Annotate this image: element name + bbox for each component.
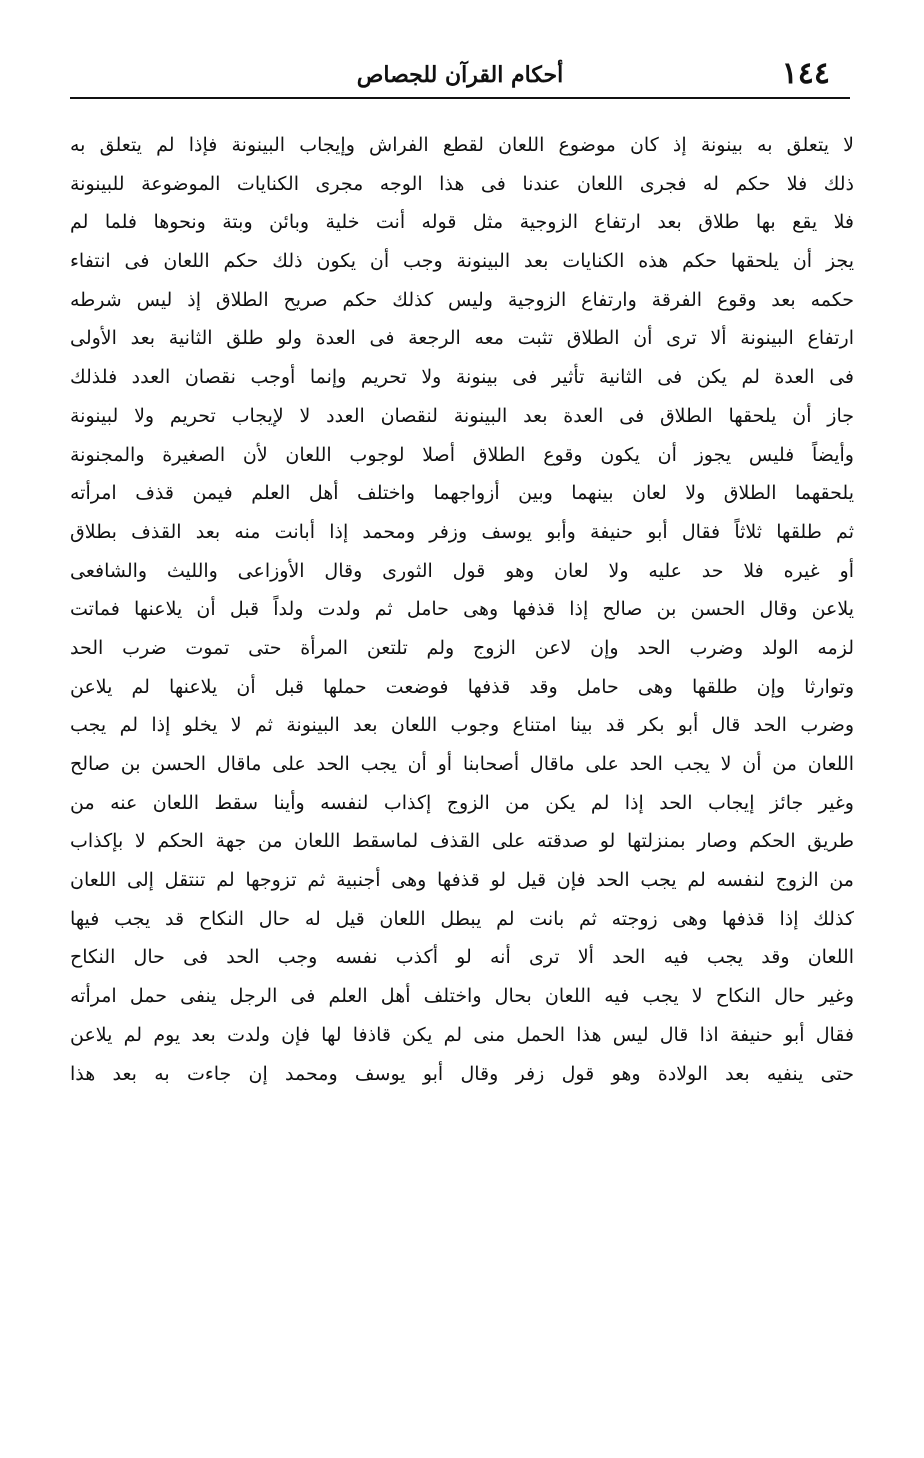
text-line: وغير جائز إيجاب الحد إذا لم يكن من الزوج إكذاب لنفسه وأينا سقط اللعان عنه من (70, 791, 854, 814)
text-line: ارتفاع البينونة ألا ترى أن الطلاق تثبت معه الرجعة فى العدة ولو طلق الثانية بعد الأولى (70, 327, 854, 350)
text-line: حكمه بعد وقوع الفرقة وارتفاع الزوجية وليس كذلك حكم صريح الطلاق إذ ليس شرطه (70, 288, 854, 311)
text-line: وضرب الحد قال أبو بكر قد بينا امتناع وجوب اللعان بعد البينونة ثم لا يخلو إذا لم يجب (70, 714, 854, 737)
text-line: يجز أن يلحقها حكم هذه الكنايات بعد البينونة وجب أن يكون ذلك حكم اللعان فى انتفاء (70, 250, 854, 273)
text-line: كذلك إذا قذفها وهى زوجته ثم بانت لم يبطل اللعان قيل له حال النكاح قد يجب فيها (70, 907, 854, 930)
text-line: فلا يقع بها طلاق بعد ارتفاع الزوجية مثل قوله أنت خلية وبائن وبتة ونحوها فلما لم (70, 211, 854, 234)
text-line: يلحقهما الطلاق ولا لعان بينهما وبين أزواجهما واختلف أهل العلم فيمن قذف امرأته (70, 482, 854, 505)
text-line: يلاعن وقال الحسن بن صالح إذا قذفها وهى حامل ثم ولدت ولداً قبل أن يلاعنها فماتت (70, 598, 854, 621)
text-line: وأيضاً فليس يجوز أن يكون وقوع الطلاق أصلا لوجوب اللعان لأن الصغيرة والمجنونة (70, 443, 854, 466)
text-line: طريق الحكم وصار بمنزلتها لو صدقته على القذف لماسقط اللعان من جهة الحكم لا بإكذاب (70, 830, 854, 853)
header-rule (70, 97, 850, 99)
text-line: فى العدة لم يكن فى الثانية تأثير فى بينونة ولا تحريم وإنما أوجب نقصان العدد فلذلك (70, 366, 854, 389)
text-line: ثم طلقها ثلاثاً فقال أبو حنيفة وأبو يوسف وزفر ومحمد إذا أبانت منه بعد القذف بطلاق (70, 520, 854, 543)
page-number: ١٤٤ (781, 56, 830, 91)
text-line: لزمه الولد وضرب الحد وإن لاعن الزوج ولم تلتعن المرأة حتى تموت ضرب الحد (70, 636, 854, 659)
text-line: وتوارثا وإن طلقها وهى حامل وقد قذفها فوضعت حملها قبل أن يلاعنها لم يلاعن (70, 675, 854, 698)
text-line: فقال أبو حنيفة اذا قال ليس هذا الحمل منى لم يكن قاذفا لها فإن ولدت بعد يوم لم يلاعن (70, 1023, 854, 1046)
book-title: أحكام القرآن للجصاص (356, 62, 564, 88)
text-line: جاز أن يلحقها الطلاق فى العدة بعد البينونة لنقصان العدد لا لإيجاب تحريم ولا لبينونة (70, 404, 854, 427)
text-line: اللعان من أن لا يجب الحد على ماقال أصحابنا أو أن يجب الحد على ماقال الحسن بن صالح (70, 753, 854, 775)
text-line: حتى ينفيه بعد الولادة وهو قول زفر وقال أبو يوسف ومحمد إن جاءت به بعد هذا (70, 1062, 854, 1085)
text-line: ذلك فلا حكم له فجرى اللعان عندنا فى هذا الوجه مجرى الكنايات الموضوعة للبينونة (70, 172, 854, 195)
text-line: أو غيره فلا حد عليه ولا لعان وهو قول الثورى وقال الأوزاعى والليث والشافعى (70, 559, 854, 582)
text-line: وغير حال النكاح لا يجب فيه اللعان بحال واختلف أهل العلم فى الرجل ينفى حمل امرأته (70, 985, 854, 1008)
text-line: اللعان وقد يجب فيه الحد ألا ترى أنه لو أكذب نفسه وجب الحد فى حال النكاح (70, 946, 854, 969)
running-head (70, 52, 850, 100)
text-line: من الزوج لنفسه لم يجب الحد فإن قيل لو قذفها وهى أجنبية ثم تزوجها لم تنتقل إلى اللعان (70, 869, 854, 892)
body-text (70, 126, 854, 1093)
text-line: لا يتعلق به بينونة إذ كان موضوع اللعان لقطع الفراش وإيجاب البينونة فإذا لم يتعلق به (70, 134, 854, 156)
